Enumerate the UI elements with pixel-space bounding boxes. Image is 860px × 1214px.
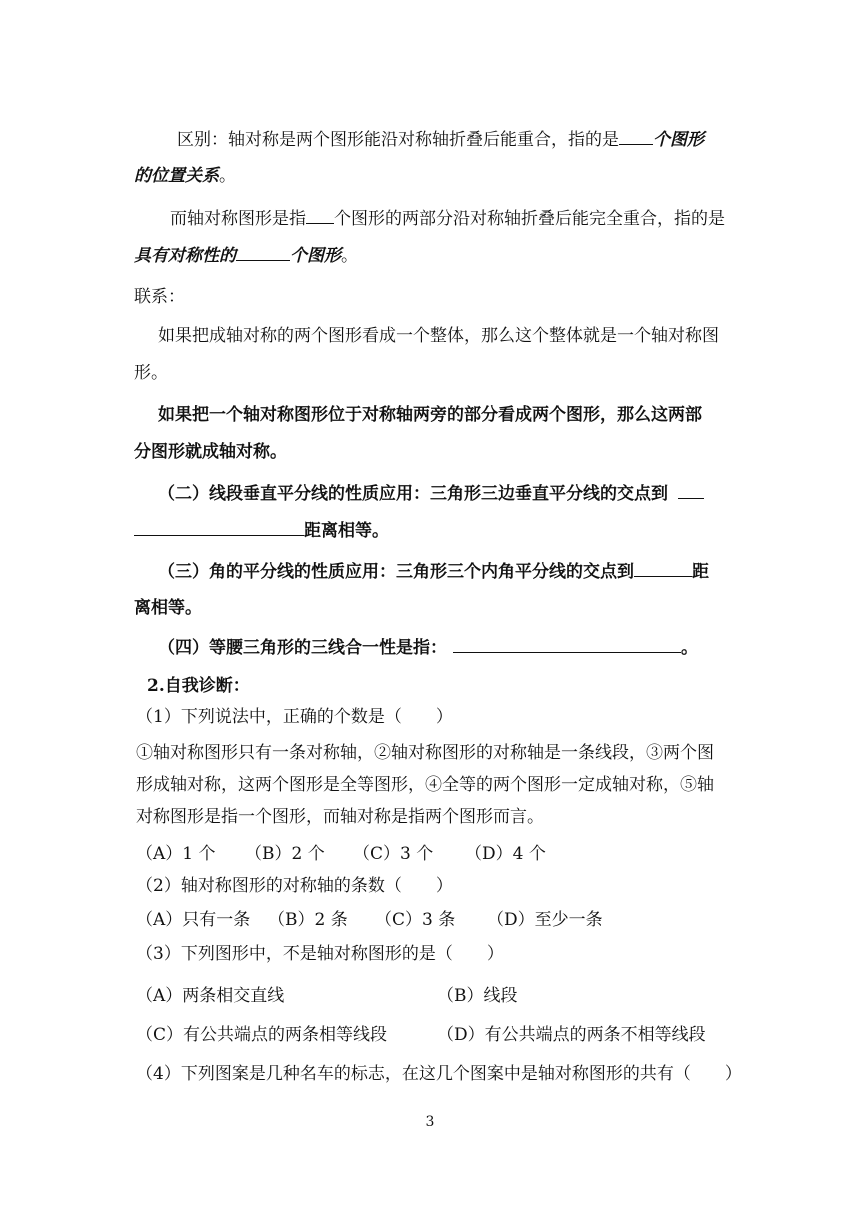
shape-text-2: 个图形的两部分沿对称轴折叠后能完全重合，指的是 (334, 209, 725, 229)
section-2-text: （二）线段垂直平分线的性质应用：三角形三边垂直平分线的交点到 (158, 484, 668, 504)
section-4-end: 。 (681, 638, 698, 658)
answer-blank (453, 636, 681, 653)
question-2-option-c: （C）3 条 (375, 910, 456, 930)
difference-text: 区别：轴对称是两个图形能沿对称轴折叠后能重合，指的是 (177, 130, 619, 150)
question-2: （2）轴对称图形的对称轴的条数（ ） (136, 876, 453, 896)
question-1: （1）下列说法中，正确的个数是（ ） (136, 707, 453, 727)
section-3-line-1 (158, 560, 709, 583)
section-3-end: 距 (692, 562, 709, 582)
answer-blank (306, 207, 334, 224)
question-3: （3）下列图形中，不是轴对称图形的是（ ） (136, 944, 504, 964)
shape-line-2 (134, 244, 358, 267)
shape-emphasis: 具有对称性的 (134, 246, 236, 266)
question-1-body-3: 对称图形是指一个图形，而轴对称是指两个图形而言。 (136, 807, 544, 827)
question-3-option-a: （A）两条相交直线 (136, 986, 285, 1006)
section-3-line-2: 离相等。 (134, 598, 202, 618)
link-p2-line1: 如果把一个轴对称图形位于对称轴两旁的部分看成两个图形，那么这两部 (158, 405, 702, 425)
punctuation: 。 (341, 246, 358, 266)
link-p2-line2: 分图形就成轴对称。 (134, 442, 287, 462)
answer-blank (134, 519, 304, 536)
difference-line-1 (177, 128, 704, 151)
section-3-text: （三）角的平分线的性质应用：三角形三个内角平分线的交点到 (158, 562, 634, 582)
question-4: （4）下列图案是几种名车的标志，在这几个图案中是轴对称图形的共有（ ） (136, 1064, 742, 1084)
question-1-body-1: ①轴对称图形只有一条对称轴，②轴对称图形的对称轴是一条线段，③两个图 (136, 743, 714, 763)
question-3-option-c: （C）有公共端点的两条相等线段 (136, 1025, 388, 1045)
section-4-text: （四）等腰三角形的三线合一性是指： (158, 638, 447, 658)
page-number: 3 (425, 1114, 435, 1130)
question-1-option-a: （A）1 个 (136, 844, 216, 864)
question-3-option-d: （D）有公共端点的两条不相等线段 (437, 1025, 706, 1045)
question-1-body-2: 形成轴对称，这两个图形是全等图形，④全等的两个图形一定成轴对称，⑤轴 (136, 775, 714, 795)
punctuation: 。 (219, 166, 236, 186)
link-p1-line1: 如果把成轴对称的两个图形看成一个整体，那么这个整体就是一个轴对称图 (158, 326, 719, 346)
question-1-option-d: （D）4 个 (465, 844, 546, 864)
section-2-line-1 (158, 482, 704, 505)
shape-line-1 (170, 207, 725, 230)
shape-text: 而轴对称图形是指 (170, 209, 306, 229)
question-2-option-d: （D）至少一条 (487, 910, 603, 930)
section-2-line-2 (134, 519, 389, 542)
link-label: 联系： (134, 287, 185, 307)
section-4-line (158, 636, 698, 659)
question-2-option-b: （B）2 条 (268, 910, 348, 930)
answer-blank (236, 244, 290, 261)
section-2-end: 距离相等。 (304, 521, 389, 541)
question-1-option-b: （B）2 个 (245, 844, 325, 864)
answer-blank (634, 560, 692, 577)
question-2-option-a: （A）只有一条 (136, 910, 251, 930)
answer-blank (619, 128, 653, 145)
difference-line-2 (134, 165, 236, 187)
difference-emphasis-2: 的位置关系 (134, 166, 219, 186)
shape-emphasis-2: 个图形 (290, 246, 341, 266)
answer-blank (678, 482, 704, 499)
difference-emphasis: 个图形 (653, 130, 704, 150)
diagnosis-heading: 2.自我诊断： (147, 676, 250, 696)
link-p1-line2: 形。 (134, 363, 168, 383)
question-1-option-c: （C）3 个 (353, 844, 434, 864)
question-3-option-b: （B）线段 (437, 986, 518, 1006)
